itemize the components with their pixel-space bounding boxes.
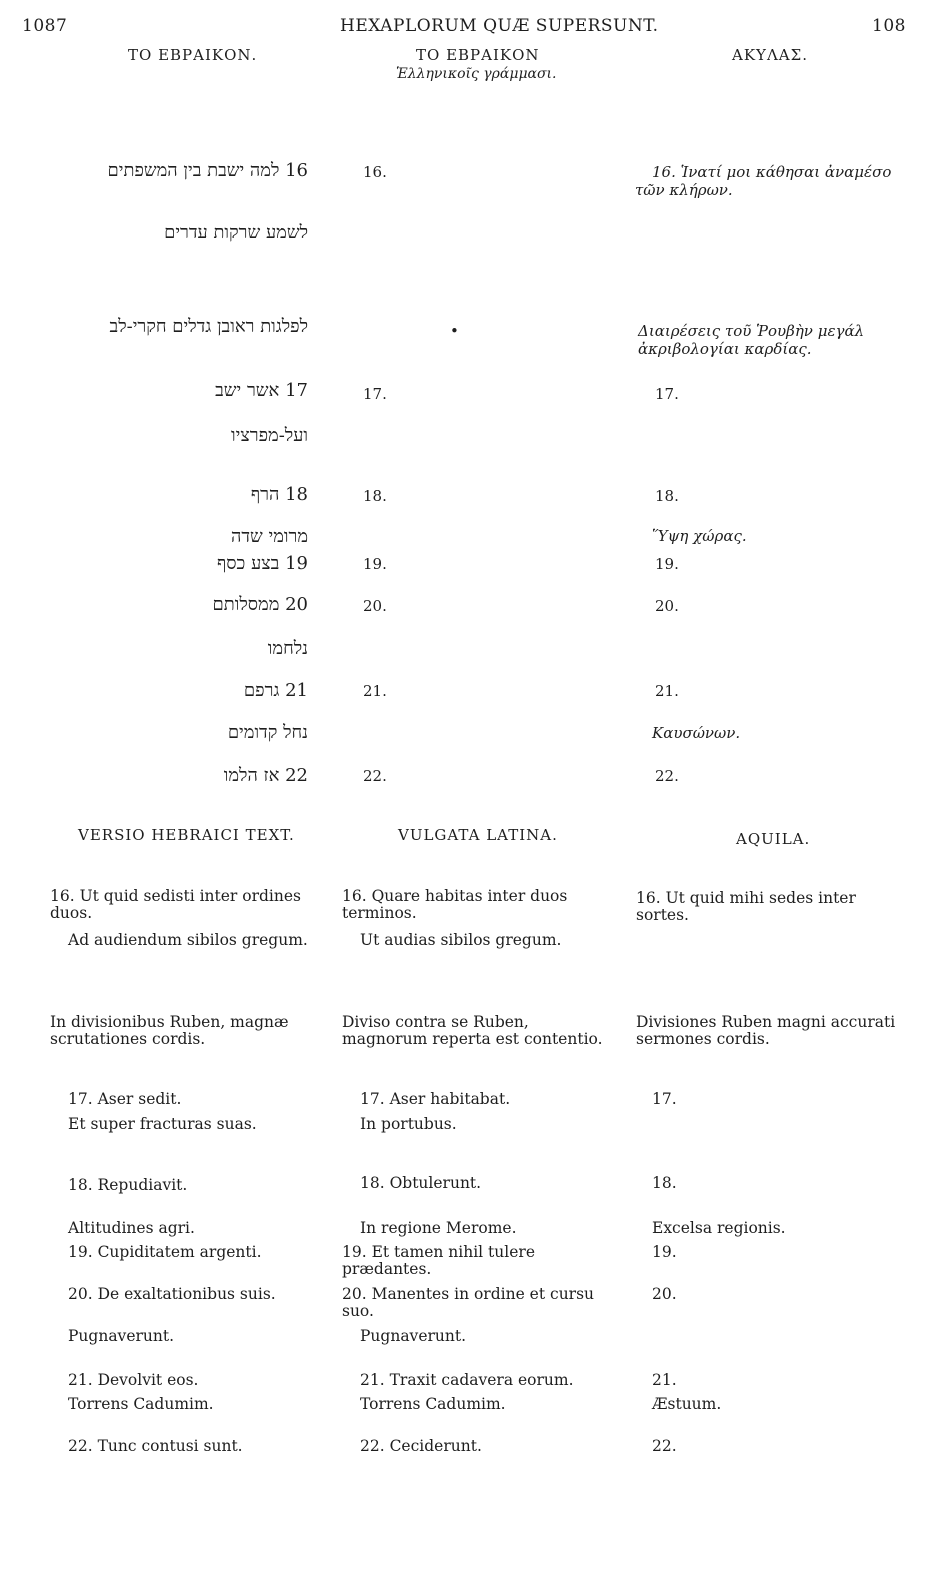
translit-mark: • bbox=[450, 322, 459, 340]
versio-line: 22. Tunc contusi sunt. bbox=[68, 1437, 243, 1455]
vulgata-line: Ut audias sibilos gregum. bbox=[360, 931, 562, 949]
aquila-latin-line: 17. bbox=[652, 1090, 677, 1108]
translit-verse-number: 16. bbox=[363, 163, 387, 181]
vulgata-line: 19. Et tamen nihil tulere prædantes. bbox=[342, 1243, 535, 1278]
latin-heading-aquila: AQUILA. bbox=[736, 830, 811, 848]
hebrew-line: 16 למה ישבת בין המשפתים bbox=[107, 160, 308, 181]
vulgata-line: 20. Manentes in ordine et cursu suo. bbox=[342, 1285, 595, 1320]
hebrew-line: ועל-מפרציו bbox=[231, 425, 308, 446]
versio-line: 20. De exaltationibus suis. bbox=[68, 1285, 276, 1303]
vulgata-line: Torrens Cadumim. bbox=[360, 1395, 506, 1413]
aquila-latin-line: 16. Ut quid mihi sedes inter sortes. bbox=[636, 889, 856, 924]
aquila-latin-line: 19. bbox=[652, 1243, 677, 1261]
hebrew-line: נחל קדומים bbox=[227, 722, 308, 743]
aquila-greek-line: Ὕψη χώρας. bbox=[652, 527, 747, 545]
versio-line: 21. Devolvit eos. bbox=[68, 1371, 199, 1389]
hebrew-line: נלחמו bbox=[267, 638, 308, 659]
aquila-verse-number: 18. bbox=[655, 487, 679, 505]
latin-heading-vulgata: VULGATA LATINA. bbox=[398, 826, 558, 844]
running-title: HEXAPLORUM QUÆ SUPERSUNT. bbox=[340, 16, 659, 36]
translit-verse-number: 17. bbox=[363, 385, 387, 403]
hebrew-line: 22 אז הלמו bbox=[223, 765, 308, 786]
aquila-latin-line: Excelsa regionis. bbox=[652, 1219, 786, 1237]
aquila-latin-line: Divisiones Ruben magni accurati sermones cordis. bbox=[636, 1013, 896, 1048]
hebrew-line: 20 ממסלותם bbox=[212, 594, 308, 615]
aquila-latin-line: 22. bbox=[652, 1437, 677, 1455]
column-subheading-transliteration: Ἑλληνικοῖς γράμμασι. bbox=[396, 66, 557, 82]
aquila-latin-line: 21. bbox=[652, 1371, 677, 1389]
translit-verse-number: 21. bbox=[363, 682, 387, 700]
versio-line: 16. Ut quid sedisti inter ordines duos. bbox=[50, 887, 301, 922]
translit-verse-number: 22. bbox=[363, 767, 387, 785]
vulgata-line: Diviso contra se Ruben, magnorum reperta est contentio. bbox=[342, 1013, 603, 1048]
versio-line: In divisionibus Ruben, magnæ scrutationes cordis. bbox=[50, 1013, 289, 1048]
translit-verse-number: 20. bbox=[363, 597, 387, 615]
versio-line: 18. Repudiavit. bbox=[68, 1176, 188, 1194]
versio-line: Altitudines agri. bbox=[68, 1219, 195, 1237]
aquila-verse-number: 19. bbox=[655, 555, 679, 573]
aquila-latin-line: 20. bbox=[652, 1285, 677, 1303]
translit-verse-number: 19. bbox=[363, 555, 387, 573]
translit-verse-number: 18. bbox=[363, 487, 387, 505]
hebrew-line: מרומי שדה bbox=[231, 526, 308, 547]
column-heading-aquila: ΑΚΥΛΑΣ. bbox=[732, 46, 808, 64]
versio-line: Pugnaverunt. bbox=[68, 1327, 175, 1345]
vulgata-line: 17. Aser habitabat. bbox=[360, 1090, 511, 1108]
vulgata-line: 21. Traxit cadavera eorum. bbox=[360, 1371, 574, 1389]
aquila-greek-line: 16. Ἱνατί μοι κάθησαι ἀναμέσο bbox=[652, 163, 892, 181]
hebrew-line: 18 הרף bbox=[250, 484, 308, 505]
page-number-right: 108 bbox=[872, 16, 906, 36]
aquila-greek-line: Καυσώνων. bbox=[652, 724, 741, 742]
aquila-verse-number: 20. bbox=[655, 597, 679, 615]
versio-line: Ad audiendum sibilos gregum. bbox=[68, 931, 308, 949]
versio-line: 19. Cupiditatem argenti. bbox=[68, 1243, 262, 1261]
versio-line: Et super fracturas suas. bbox=[68, 1115, 257, 1133]
hebrew-line: 19 בצע כסף bbox=[216, 553, 308, 574]
aquila-greek-line: ἀκριβολογίαι καρδίας. bbox=[638, 340, 812, 358]
hebrew-line: לשמע שרקות עדרים bbox=[164, 222, 308, 243]
hebrew-line: 21 גרפם bbox=[243, 680, 308, 701]
hebrew-line: לפלגות ראובן גדלים חקרי-לב bbox=[109, 316, 308, 337]
versio-line: 17. Aser sedit. bbox=[68, 1090, 182, 1108]
vulgata-line: 16. Quare habitas inter duos terminos. bbox=[342, 887, 568, 922]
aquila-latin-line: Æstuum. bbox=[652, 1395, 722, 1413]
aquila-verse-number: 17. bbox=[655, 385, 679, 403]
aquila-verse-number: 22. bbox=[655, 767, 679, 785]
vulgata-line: Pugnaverunt. bbox=[360, 1327, 467, 1345]
column-heading-hebrew: ΤΟ ΕΒΡΑΙΚΟΝ. bbox=[128, 46, 258, 64]
aquila-verse-number: 21. bbox=[655, 682, 679, 700]
column-heading-transliteration: ΤΟ ΕΒΡΑΙΚΟΝ bbox=[416, 46, 540, 64]
aquila-greek-line: Διαιρέσεις τοῦ Ῥουβὴν μεγάλ bbox=[638, 322, 865, 340]
aquila-latin-line: 18. bbox=[652, 1174, 677, 1192]
vulgata-line: 22. Ceciderunt. bbox=[360, 1437, 482, 1455]
vulgata-line: In regione Merome. bbox=[360, 1219, 517, 1237]
vulgata-line: 18. Obtulerunt. bbox=[360, 1174, 482, 1192]
hebrew-line: 17 אשר ישב bbox=[215, 380, 308, 401]
page-number-left: 1087 bbox=[22, 16, 68, 36]
versio-line: Torrens Cadumim. bbox=[68, 1395, 214, 1413]
vulgata-line: In portubus. bbox=[360, 1115, 457, 1133]
latin-heading-versio: VERSIO HEBRAICI TEXT. bbox=[78, 826, 295, 844]
aquila-greek-line: τῶν κλήρων. bbox=[635, 181, 733, 199]
